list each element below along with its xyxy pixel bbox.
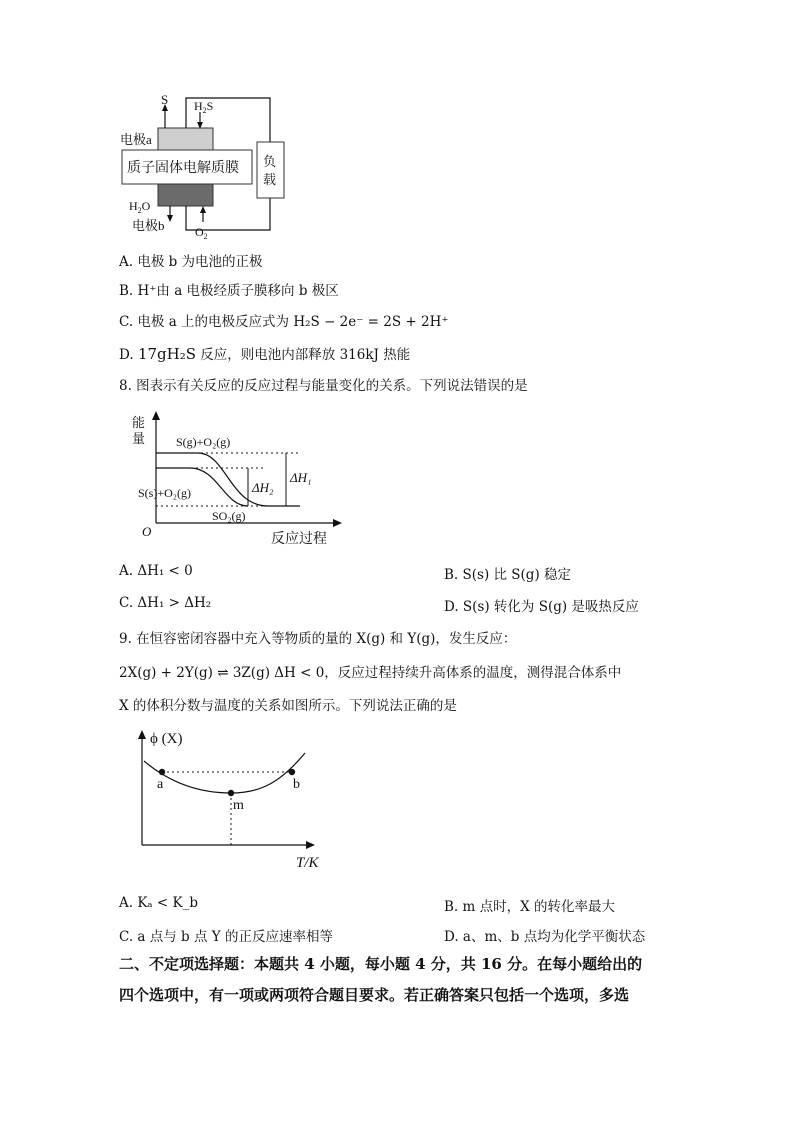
q9-option-c: C. a 点与 b 点 Y 的正反应速率相等 bbox=[119, 929, 333, 945]
q7-option-d-formula: 17gH₂S bbox=[137, 345, 196, 363]
point-b-dot bbox=[289, 769, 295, 775]
point-a-label: a bbox=[157, 777, 164, 792]
load-box bbox=[257, 142, 284, 198]
origin-label: O bbox=[142, 524, 152, 539]
electrode-a-label: 电极a bbox=[120, 132, 152, 147]
label-ss-o2g: S(s)+O₂(g) bbox=[138, 486, 191, 500]
q8-option-c: C. ΔH₁ > ΔH₂ bbox=[119, 595, 212, 611]
h2o-label: $H_2O$ bbox=[129, 199, 151, 215]
electrode-b-label: 电极b bbox=[132, 218, 165, 233]
q7-option-c bbox=[119, 310, 449, 330]
point-b-label: b bbox=[293, 777, 300, 792]
q7-option-c-formula: H₂S − 2e⁻ = 2S + 2H⁺ bbox=[293, 314, 449, 330]
t-axis-label: T/K bbox=[296, 855, 319, 871]
q7-option-b: B. H⁺由 a 电极经质子膜移向 b 极区 bbox=[119, 283, 339, 299]
o2-label: $O_2$ bbox=[195, 225, 208, 241]
fuel-cell-diagram bbox=[110, 90, 310, 242]
q7-option-d bbox=[119, 343, 410, 363]
section2-heading-line-1: 二、不定项选择题：本题共 4 小题，每小题 4 分，共 16 分。在每小题给出的 bbox=[119, 955, 643, 973]
h2s-label: $H_2S$ bbox=[194, 99, 214, 115]
energy-axis-label-1: 能 bbox=[132, 415, 146, 430]
electrode-b-block bbox=[158, 184, 213, 206]
q9-stem-line-3: X 的体积分数与温度的关系如图所示。下列说法正确的是 bbox=[119, 698, 457, 714]
label-so2g: SO₂(g) bbox=[212, 509, 246, 523]
q7-option-d-prefix: D. bbox=[119, 347, 138, 363]
point-m-label: m bbox=[233, 798, 244, 813]
label-dh2: ΔH₂ bbox=[252, 480, 274, 495]
point-a-dot bbox=[159, 769, 165, 775]
q8-option-b: B. S(s) 比 S(g) 稳定 bbox=[444, 567, 572, 583]
label-dh1: ΔH₁ bbox=[290, 470, 312, 485]
phi-axis-label: ϕ (X) bbox=[150, 731, 183, 747]
s-label: S bbox=[161, 92, 169, 107]
q9-stem-line-1: 9. 在恒容密闭容器中充入等物质的量的 X(g) 和 Y(g)，发生反应： bbox=[119, 631, 517, 647]
energy-axis-label-2: 量 bbox=[132, 431, 146, 446]
q7-option-c-prefix: C. 电极 a 上的电极反应式为 bbox=[119, 314, 294, 330]
energy-profile-diagram bbox=[128, 405, 358, 550]
label-sg-o2g: S(g)+O₂(g) bbox=[176, 435, 231, 449]
electrode-a-block bbox=[158, 128, 213, 150]
q9-option-a: A. Kₐ < K_b bbox=[119, 895, 198, 911]
q9-option-d: D. a、m、b 点均为化学平衡状态 bbox=[444, 929, 646, 945]
q8-stem: 8. 图表示有关反应的反应过程与能量变化的关系。下列说法错误的是 bbox=[119, 378, 528, 394]
section2-heading-line-2: 四个选项中，有一项或两项符合题目要求。若正确答案只包括一个选项，多选 bbox=[119, 986, 630, 1004]
q8-option-d: D. S(s) 转化为 S(g) 是吸热反应 bbox=[444, 599, 639, 615]
q9-stem-line-2: 2X(g) + 2Y(g) ⇌ 3Z(g) ΔH < 0，反应过程持续升高体系的温度，测得混合体系中 bbox=[119, 665, 622, 681]
q7-option-a: A. 电极 b 为电池的正极 bbox=[119, 254, 263, 270]
reaction-axis-label: 反应过程 bbox=[271, 532, 327, 547]
membrane-label: 质子固体电解质膜 bbox=[127, 161, 239, 176]
load-label-2: 载 bbox=[263, 172, 277, 187]
q9-option-b: B. m 点时，X 的转化率最大 bbox=[444, 899, 615, 915]
load-label-1: 负 bbox=[263, 154, 277, 169]
q7-option-d-suffix: 反应，则电池内部释放 316kJ 热能 bbox=[196, 347, 411, 363]
q8-option-a: A. ΔH₁ < 0 bbox=[119, 563, 193, 579]
volume-fraction-graph bbox=[130, 725, 330, 873]
point-m-dot bbox=[228, 790, 234, 796]
